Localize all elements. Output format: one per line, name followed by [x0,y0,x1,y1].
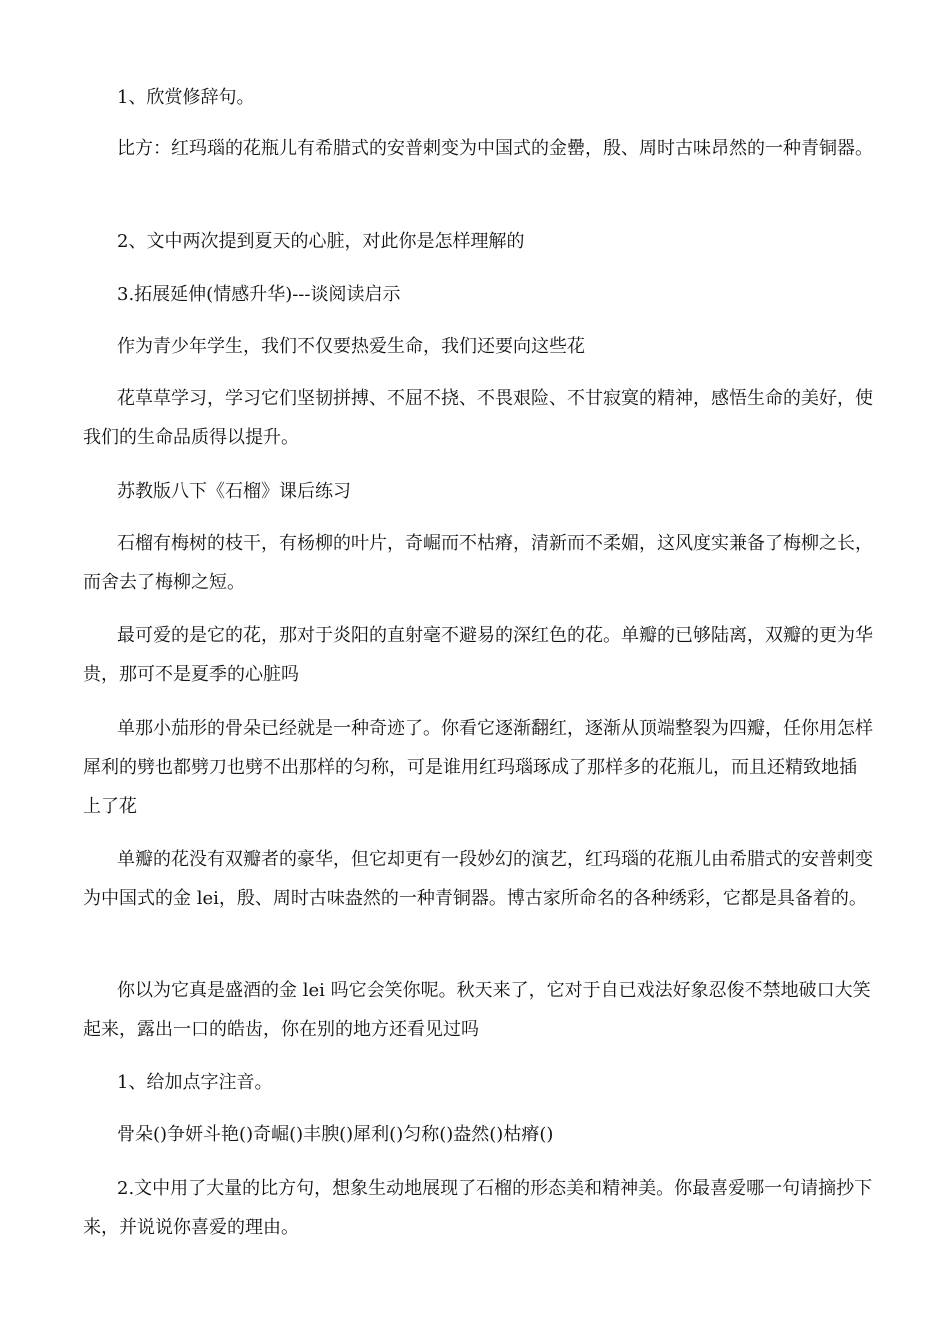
paragraph-13: 1、给加点字注音。 [117,1072,273,1093]
paragraph-7: 苏教版八下《石榴》课后练习 [117,481,351,502]
paragraph-3: 2、文中两次提到夏天的心脏，对此你是怎样理解的 [117,231,525,252]
paragraph-11: 单瓣的花没有双瓣者的豪华，但它却更有一段妙幻的演艺，红玛瑙的花瓶儿由希腊式的安普剌变为中国式的金 lei，殷、周时古味盎然的一种青铜器。博古家所命名的各种绣彩，它都是具备着的。 [83,849,873,909]
paragraph-6: 花草草学习，学习它们坚韧拼搏、不屈不挠、不畏艰险、不甘寂寞的精神，感悟生命的美好，使我们的生命品质得以提升。 [83,388,873,448]
paragraph-15: 2.文中用了大量的比方句，想象生动地展现了石榴的形态美和精神美。你最喜爱哪一句请摘抄下来，并说说你喜爱的理由。 [83,1178,873,1238]
paragraph-2: 比方：红玛瑙的花瓶儿有希腊式的安普剌变为中国式的金罍，殷、周时古味昂然的一种青铜器。 [117,138,873,159]
paragraph-4: 3.拓展延伸(情感升华)---谈阅读启示 [117,284,401,305]
paragraph-9: 最可爱的是它的花，那对于炎阳的直射毫不避易的深红色的花。单瓣的已够陆离，双瓣的更为华贵，那可不是夏季的心脏吗 [83,625,873,685]
paragraph-14: 骨朵()争妍斗艳()奇崛()丰腴()犀利()匀称()盎然()枯瘠() [117,1124,554,1145]
paragraph-5: 作为青少年学生，我们不仅要热爱生命，我们还要向这些花 [117,336,585,357]
paragraph-12: 你以为它真是盛酒的金 lei 吗它会笑你呢。秋天来了，它对于自已戏法好象忍俊不禁地破口大笑起来，露出一口的皓齿，你在别的地方还看见过吗 [83,980,871,1040]
paragraph-10: 单那小茄形的骨朵已经就是一种奇迹了。你看它逐渐翻红，逐渐从顶端整裂为四瓣，任你用怎样犀利的劈也都劈刀也劈不出那样的匀称，可是谁用红玛瑙琢成了那样多的花瓶儿，而且还精致地插上了花 [83,718,873,817]
paragraph-8: 石榴有梅树的枝干，有杨柳的叶片，奇崛而不枯瘠，清新而不柔媚，这风度实兼备了梅柳之长，而舍去了梅柳之短。 [83,533,873,593]
paragraph-1: 1、欣赏修辞句。 [117,87,255,108]
